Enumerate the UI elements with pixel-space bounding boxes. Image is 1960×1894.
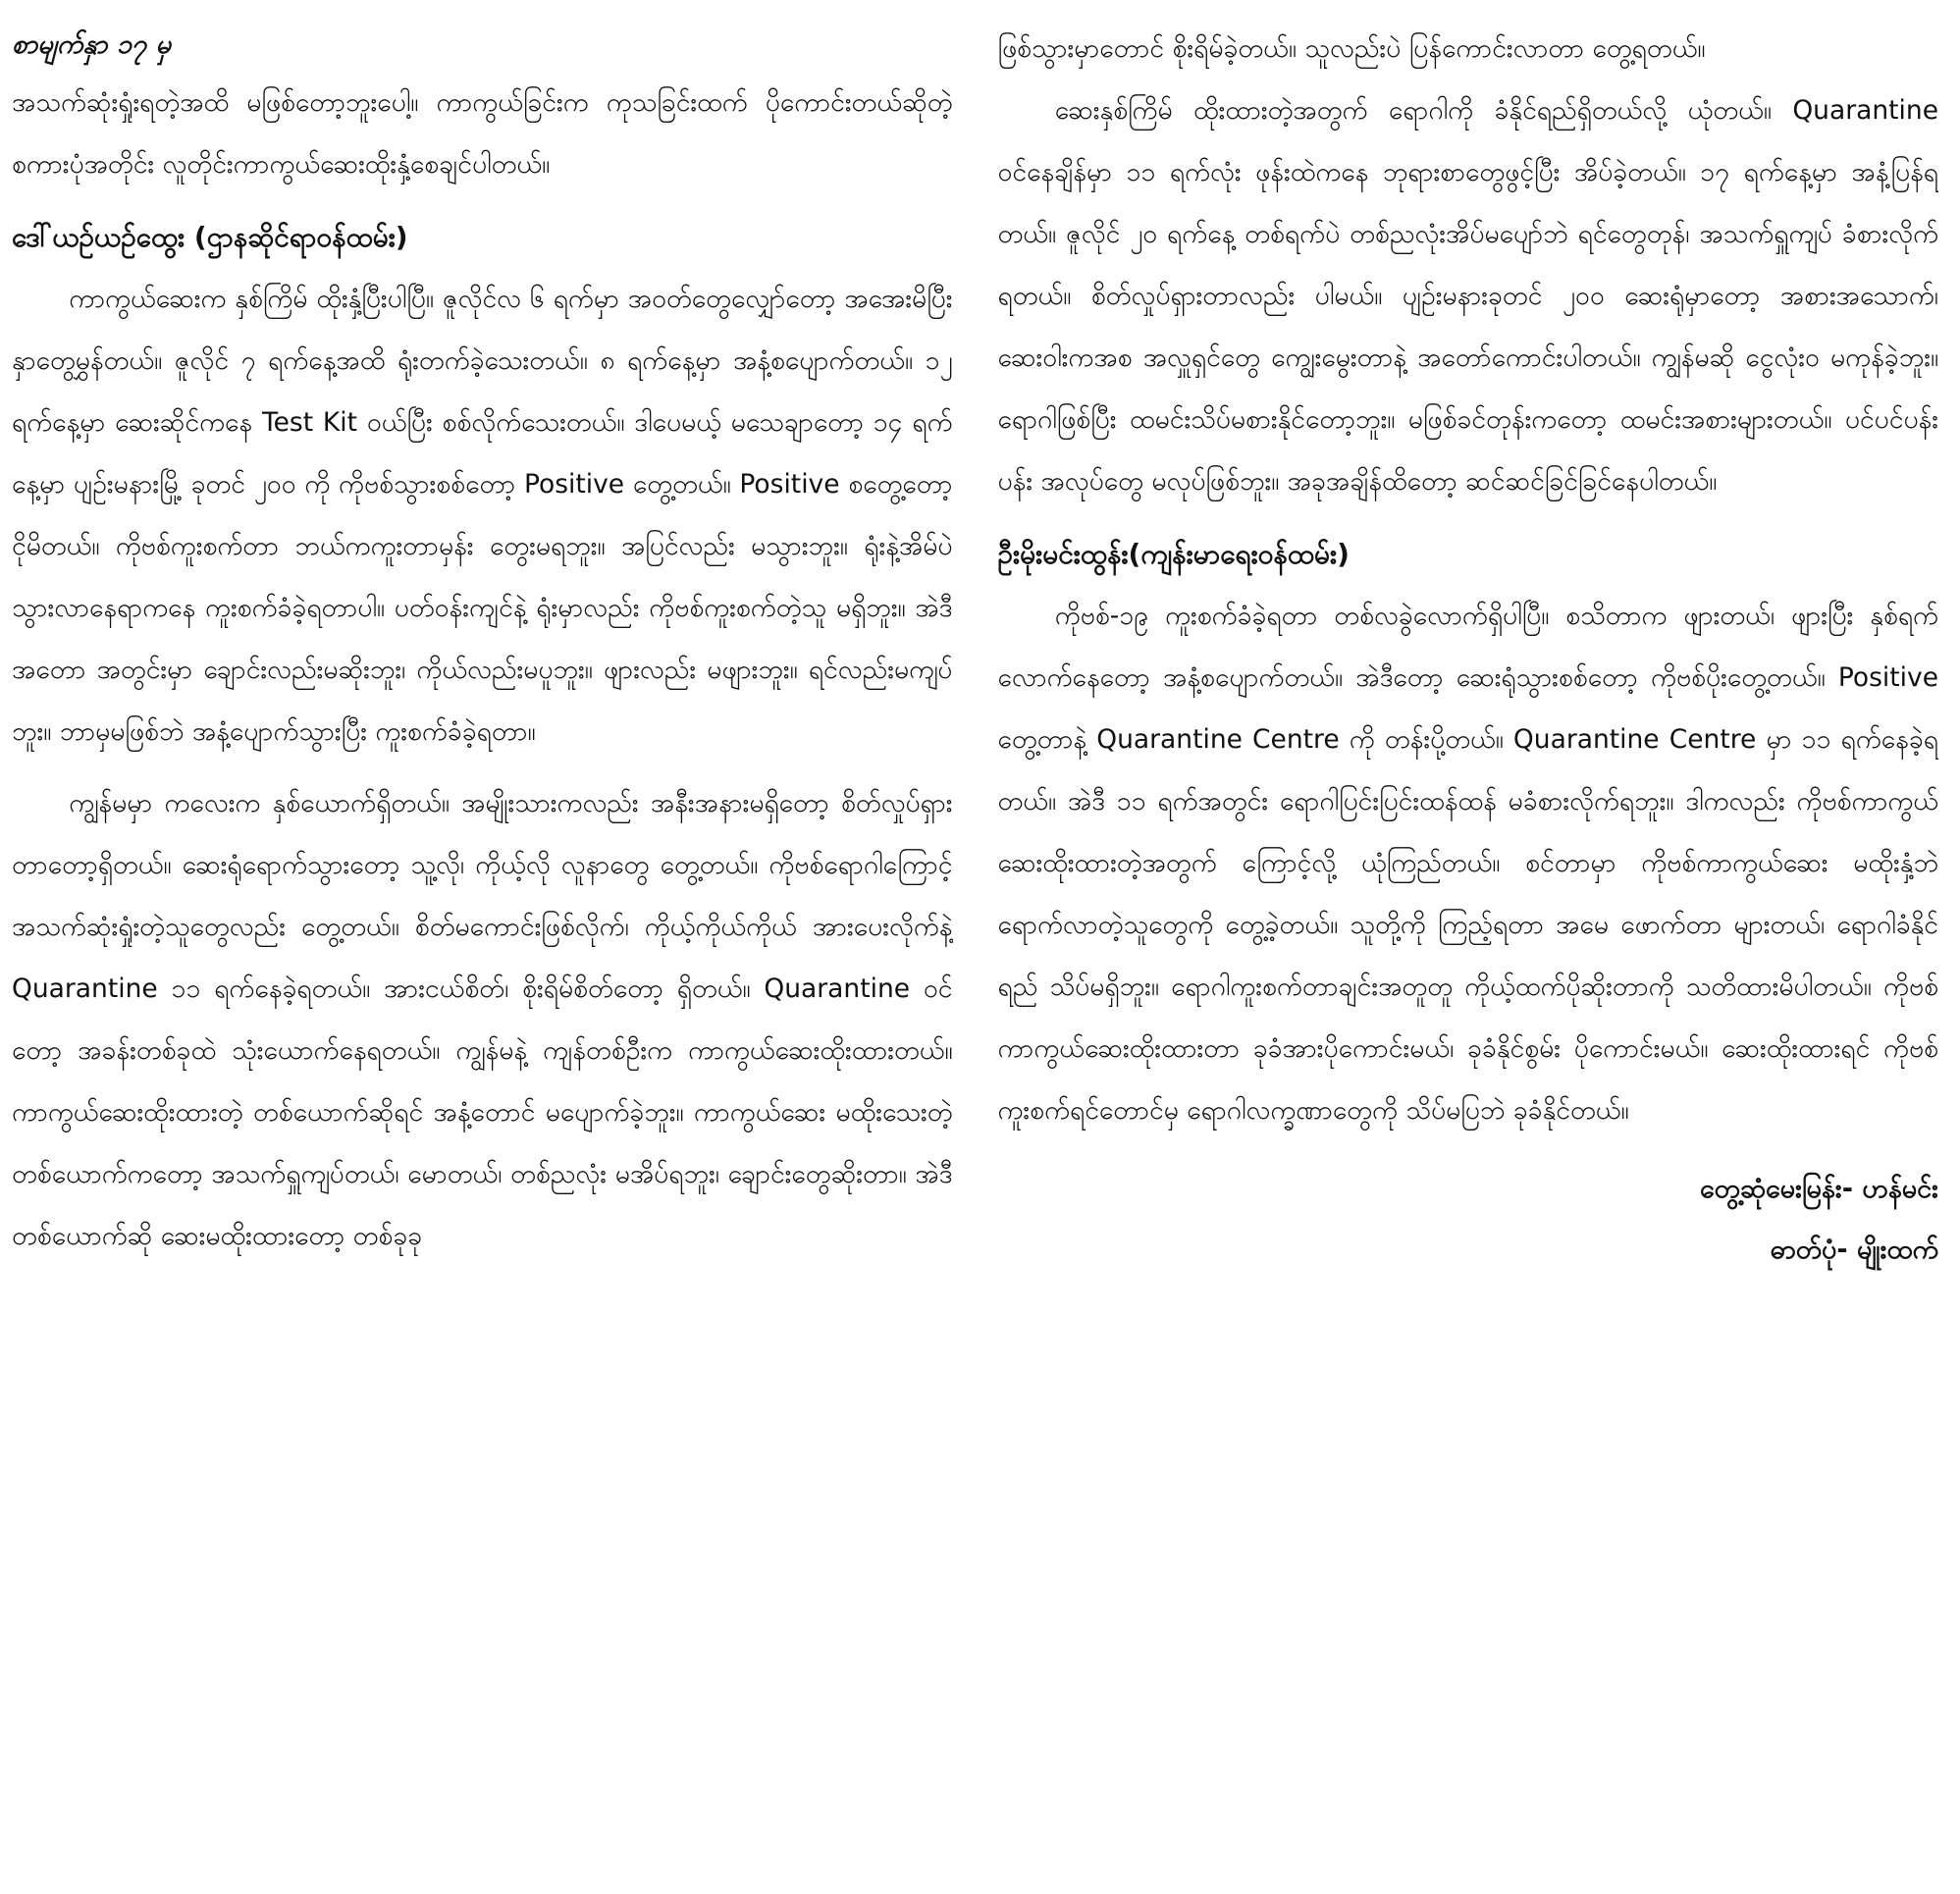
- left-column: [12, 18, 953, 1894]
- interviewee-heading-1: ဒေါ်ယဉ်ယဉ်ထွေး (ဌာနဆိုင်ရာဝန်ထမ်း): [12, 221, 408, 253]
- paragraph-4: ဆေးနှစ်ကြိမ် ထိုးထားတဲ့အတွက် ရောဂါကို ခံနိုင်ရည်ရှိတယ်လို့ ယုံတယ်။ Quarantine ဝင်နေချိန်မှာ ၁၁ ရက်လုံး ဖုန်းထဲကနေ ဘုရားစာတွေဖွင့်ပြီး အိပ်ခဲ့တယ်။ ၁၇ ရက်နေ့မှာ အနံ့ပြန်ရတယ်။ ဇူလိုင် ၂၀ ရက်နေ့ တစ်ရက်ပဲ တစ်ညလုံးအိပ်မပျော်ဘဲ ရင်တွေတုန်၊ အသက်ရှူကျပ် ခံစားလိုက်ရတယ်။ စိတ်လှုပ်ရှားတာလည်း ပါမယ်။ ပျဉ်းမနားခုတင် ၂၀၀ ဆေးရုံမှာတော့ အစားအသောက်၊ ဆေးဝါးကအစ အလှူရှင်တွေ ကျွေးမွေးတာနဲ့ အတော်ကောင်းပါတယ်။ ကျွန်မဆို ငွေလုံးဝ မကုန်ခဲ့ဘူး။ ရောဂါဖြစ်ပြီး ထမင်းသိပ်မစားနိုင်တော့ဘူး။ မဖြစ်ခင်တုန်းကတော့ ထမင်းအစားများတယ်။ ပင်ပင်ပန်းပန်း အလုပ်တွေ မလုပ်ဖြစ်ဘူး။ အခုအချိန်ထိတော့ ဆင်ဆင်ခြင်ခြင်နေပါတယ်။: [997, 95, 1938, 497]
- paragraph-1: ကာကွယ်ဆေးက နှစ်ကြိမ် ထိုးနှံ့ပြီးပါပြီ။ ဇူလိုင်လ ၆ ရက်မှာ အဝတ်တွေလျှော်တော့ အအေးမိပြီး နှာတွေမွှန်တယ်။ ဇူလိုင် ၇ ရက်နေ့အထိ ရုံးတက်ခဲ့သေးတယ်။ ၈ ရက်နေ့မှာ အနံ့စပျောက်တယ်။ ၁၂ ရက်နေ့မှာ ဆေးဆိုင်ကနေ Test Kit ဝယ်ပြီး စစ်လိုက်သေးတယ်။ ဒါပေမယ့် မသေချာတော့ ၁၄ ရက်နေ့မှာ ပျဉ်းမနားမြို့ ခုတင် ၂၀၀ ကို ကိုဗစ်သွားစစ်တော့ Positive တွေ့တယ်။ Positive စတွေ့တော့ ငိုမိတယ်။ ကိုဗစ်ကူးစက်တာ ဘယ်ကကူးတာမှန်း တွေးမရဘူး။ အပြင်လည်း မသွားဘူး။ ရုံးနဲ့အိမ်ပဲ သွားလာနေရာကနေ ကူးစက်ခံခဲ့ရတာပါ။ ပတ်ဝန်းကျင်နဲ့ ရုံးမှာလည်း ကိုဗစ်ကူးစက်တဲ့သူ မရှိဘူး။ အဲဒီအတော အတွင်းမှာ ချောင်းလည်းမဆိုးဘူး၊ ကိုယ်လည်းမပူဘူး။ ဖျားလည်း မဖျားဘူး။ ရင်လည်းမကျပ်ဘူး။ ဘာမှမဖြစ်ဘဲ အနံ့ပျောက်သွားပြီး ကူးစက်ခံခဲ့ရတာ။: [12, 284, 953, 747]
- paragraph-2: ကျွန်မမှာ ကလေးက နှစ်ယောက်ရှိတယ်။ အမျိုးသားကလည်း အနီးအနားမရှိတော့ စိတ်လှုပ်ရှားတာတော့ရှိတယ်။ ဆေးရုံရောက်သွားတော့ သူ့လို၊ ကိုယ့်လို လူနာတွေ တွေ့တယ်။ ကိုဗစ်ရောဂါကြောင့် အသက်ဆုံးရှုံးတဲ့သူတွေလည်း တွေ့တယ်။ စိတ်မကောင်းဖြစ်လိုက်၊ ကိုယ့်ကိုယ်ကိုယ် အားပေးလိုက်နဲ့ Quarantine ၁၁ ရက်နေခဲ့ရတယ်။ အားငယ်စိတ်၊ စိုးရိမ်စိတ်တော့ ရှိတယ်။ Quarantine ဝင်တော့ အခန်းတစ်ခုထဲ သုံးယောက်နေရတယ်။ ကျွန်မနဲ့ ကျန်တစ်ဦးက ကာကွယ်ဆေးထိုးထားတယ်။ ကာကွယ်ဆေးထိုးထားတဲ့ တစ်ယောက်ဆိုရင် အနံ့တောင် မပျောက်ခဲ့ဘူး။ ကာကွယ်ဆေး မထိုးသေးတဲ့ တစ်ယောက်ကတော့ အသက်ရှူကျပ်တယ်၊ မောတယ်၊ တစ်ညလုံး မအိပ်ရဘူး၊ ချောင်းတွေဆိုးတာ။ အဲဒီတစ်ယောက်ဆို ဆေးမထိုးထားတော့ တစ်ခုခု: [12, 788, 953, 1251]
- continued-from-label: စာမျက်နှာ ၁၇ မှ: [12, 29, 172, 60]
- paragraph-3: ဖြစ်သွားမှာတောင် စိုးရိမ်ခဲ့တယ်။ သူလည်းပဲ ပြန်ကောင်းလာတာ တွေ့ရတယ်။: [997, 33, 1706, 64]
- photo-credit: ဓာတ်ပုံ- မျိုးထက်: [1770, 1235, 1938, 1265]
- interviewee-heading-2: ဦးမိုးမင်းထွန်း(ကျန်းမာရေးဝန်ထမ်း): [997, 538, 1350, 570]
- interview-credit: တွေ့ဆုံမေးမြန်း- ဟန်မင်း: [1699, 1174, 1938, 1204]
- article-credits: [998, 1159, 1939, 1281]
- paragraph-5: ကိုဗစ်-၁၉ ကူးစက်ခံခဲ့ရတာ တစ်လခွဲလောက်ရှိပါပြီ။ စသိတာက ဖျားတယ်၊ ဖျားပြီး နှစ်ရက်လောက်နေတော့ အနံ့စပျောက်တယ်။ အဲဒီတော့ ဆေးရုံသွားစစ်တော့ ကိုဗစ်ပိုးတွေ့တယ်။ Positive တွေ့တာနဲ့ Quarantine Centre ကို တန်းပို့တယ်။ Quarantine Centre မှာ ၁၁ ရက်နေခဲ့ရတယ်။ အဲဒီ ၁၁ ရက်အတွင်း ရောဂါပြင်းပြင်းထန်ထန် မခံစားလိုက်ရဘူး။ ဒါကလည်း ကိုဗစ်ကာကွယ် ဆေးထိုးထားတဲ့အတွက် ကြောင့်လို့ ယုံကြည်တယ်။ စင်တာမှာ ကိုဗစ်ကာကွယ်ဆေး မထိုးနှံ့ဘဲ ရောက်လာတဲ့သူတွေကို တွေ့ခဲ့တယ်။ သူတို့ကို ကြည့်ရတာ အမေ ဖောက်တာ များတယ်၊ ရောဂါခံနိုင်ရည် သိပ်မရှိဘူး။ ရောဂါကူးစက်တာချင်းအတူတူ ကိုယ့်ထက်ပိုဆိုးတာကို သတိထားမိပါတယ်။ ကိုဗစ်ကာကွယ်ဆေးထိုးထားတာ ခုခံအားပိုကောင်းမယ်၊ ခုခံနိုင်စွမ်း ပိုကောင်းမယ်။ ဆေးထိုးထားရင် ကိုဗစ်ကူးစက်ရင်တောင်မှ ရောဂါလက္ခဏာတွေကို သိပ်မပြဘဲ ခုခံနိုင်တယ်။: [997, 601, 1938, 1126]
- intro-paragraph: အသက်ဆုံးရှုံးရတဲ့အထိ မဖြစ်တော့ဘူးပေါ့။ ကာကွယ်ခြင်းက ကုသခြင်းထက် ပိုကောင်းတယ်ဆိုတဲ့ စကားပုံအတိုင်း လူတိုင်းကာကွယ်ဆေးထိုးနှံ့စေချင်ပါတယ်။: [12, 87, 953, 180]
- right-column: [998, 18, 1939, 1894]
